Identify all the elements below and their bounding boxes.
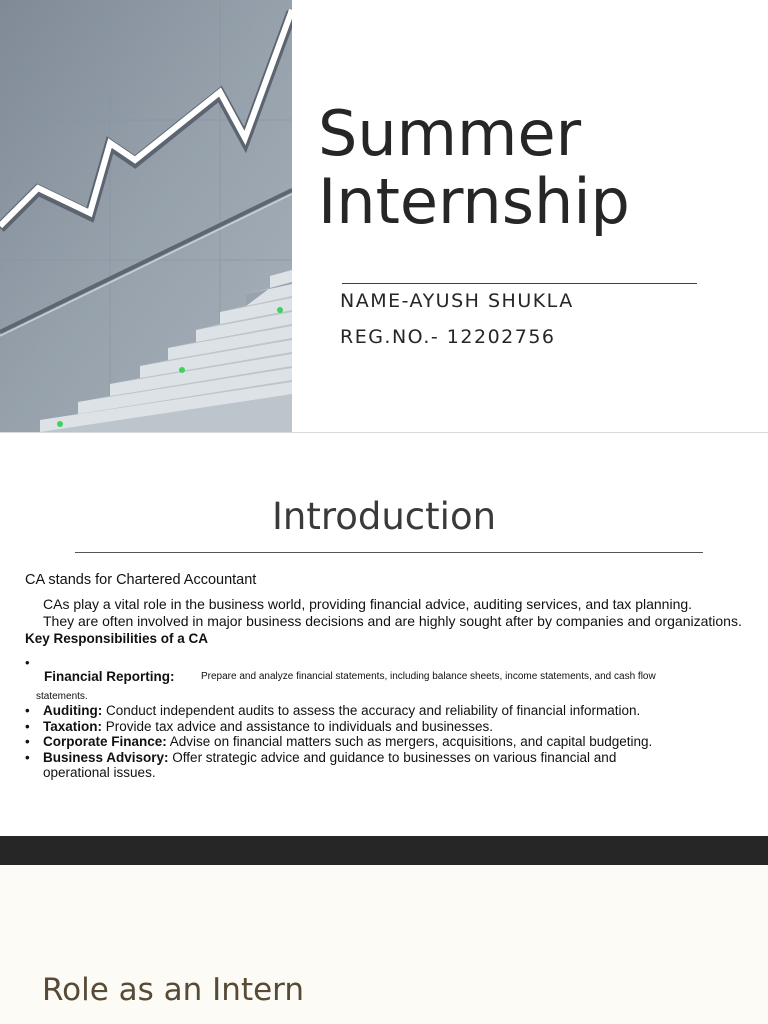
registration-number: REG.NO.- 12202756: [340, 326, 556, 348]
bullet-icon: •: [25, 749, 30, 765]
financial-reporting-label: Financial Reporting:: [44, 669, 175, 684]
bullet-icon: •: [25, 655, 30, 670]
item-text: Advise on financial matters such as mergers, acquisitions, and capital budgeting.: [166, 734, 653, 749]
title-underline: [342, 283, 697, 284]
item-text-cont: operational issues.: [43, 765, 156, 780]
title-slide: [0, 0, 768, 432]
item-label: Corporate Finance:: [43, 734, 167, 749]
list-item-corporate-finance: [25, 734, 765, 750]
item-label: Business Advisory:: [43, 749, 169, 765]
item-text: Provide tax advice and assistance to individuals and businesses.: [102, 718, 493, 734]
student-name: NAME-AYUSH SHUKLA: [340, 290, 574, 312]
key-responsibilities-heading: Key Responsibilities of a CA: [25, 631, 209, 646]
financial-reporting-text-cont: statements.: [36, 691, 88, 702]
slide-title: [318, 97, 738, 238]
introduction-slide: [0, 433, 768, 836]
slide-separator-band: [0, 836, 768, 865]
ca-role-line-1: CAs play a vital role in the business world, providing financial advice, auditing services, and tax planning.: [43, 596, 693, 612]
item-label: Taxation:: [43, 718, 103, 734]
item-label: Auditing:: [43, 703, 103, 718]
bullet-icon: •: [25, 734, 30, 749]
title-line-2: Internship: [318, 165, 630, 238]
title-line-1: Summer: [318, 97, 582, 170]
ca-role-line-2: They are often involved in major business decisions and are highly sought after by companies and organizations.: [43, 613, 742, 629]
role-title: Role as an Intern: [42, 972, 305, 1008]
financial-reporting-text: Prepare and analyze financial statements, including balance sheets, income statements, and cash flow: [201, 671, 656, 682]
ca-definition: CA stands for Chartered Accountant: [25, 572, 257, 588]
bullet-icon: •: [25, 703, 30, 718]
responsibilities-list: [25, 703, 765, 781]
item-text: Conduct independent audits to assess the accuracy and reliability of financial information.: [102, 703, 641, 718]
bullet-icon: •: [25, 718, 30, 734]
list-item-taxation: [25, 719, 765, 735]
list-item-auditing: [25, 703, 765, 719]
list-item-business-advisory: [25, 750, 765, 781]
item-text: Offer strategic advice and guidance to businesses on various financial and: [168, 749, 617, 765]
hero-image-staircase-arrow: [0, 0, 292, 432]
introduction-title: Introduction: [271, 495, 497, 538]
introduction-underline: [75, 552, 703, 553]
role-slide: [0, 865, 768, 1024]
